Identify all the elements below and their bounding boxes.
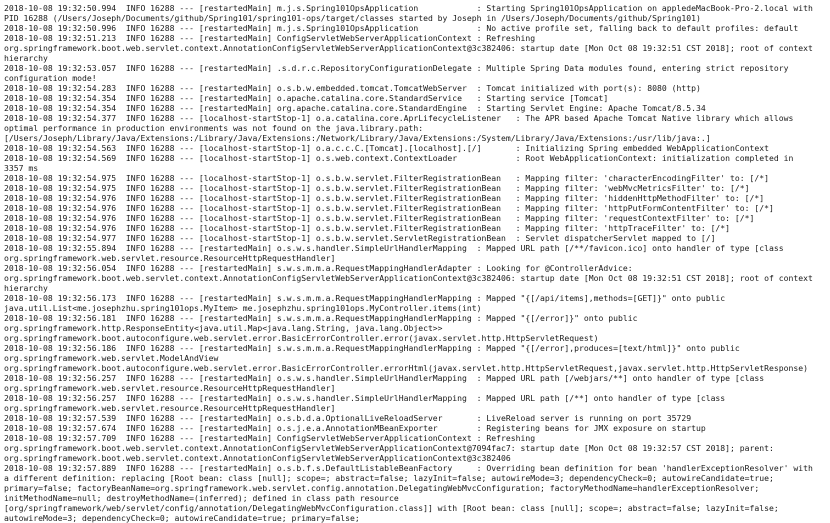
log-line: java.util.List<me.josephzhu.spring101ops.MyItem> me.josephzhu.spring101ops.MyController.items(int) (4, 303, 482, 313)
log-line: 2018-10-08 19:32:54.354 INFO 16288 --- [restartedMain] o.apache.catalina.core.StandardService : Starting service [Tomcat] (4, 93, 609, 103)
log-line: 2018-10-08 19:32:54.283 INFO 16288 --- [restartedMain] o.s.b.w.embedded.tomcat.TomcatWebServer : Tomcat initialized with port(s): 8080 (http) (4, 83, 701, 93)
log-line: primary=false; factoryBeanName=org.springframework.web.servlet.config.annotation.DelegatingWebMvcConfiguration; factoryMethodName=handlerExceptionResolver; (4, 483, 760, 493)
log-line: 2018-10-08 19:32:54.975 INFO 16288 --- [localhost-startStop-1] o.s.b.w.servlet.FilterRegistrationBean : Mapping filter: 'characterEncodingFilter' to: [/*] (4, 173, 770, 183)
log-line: 2018-10-08 19:32:54.975 INFO 16288 --- [localhost-startStop-1] o.s.b.w.servlet.FilterRegistrationBean : Mapping filter: 'webMvcMetricsFilter' to: [/*] (4, 183, 750, 193)
log-line: org.springframework.web.servlet.resource.ResourceHttpRequestHandler] (4, 403, 336, 413)
log-line: 2018-10-08 19:32:53.057 INFO 16288 --- [restartedMain] .s.d.r.c.RepositoryConfigurationDelegate : Multiple Spring Data modules found, entering strict repository (4, 63, 789, 73)
log-line: org.springframework.web.servlet.resource.ResourceHttpRequestHandler] (4, 253, 336, 263)
log-line: hierarchy (4, 283, 48, 293)
log-line: 2018-10-08 19:32:54.976 INFO 16288 --- [localhost-startStop-1] o.s.b.w.servlet.FilterRegistrationBean : Mapping filter: 'httpPutFormContentFilter' to: [/*] (4, 203, 774, 213)
log-line: 2018-10-08 19:32:54.977 INFO 16288 --- [localhost-startStop-1] o.s.b.w.servlet.ServletRegistrationBean : Servlet dispatcherServlet mapped to [/] (4, 233, 716, 243)
log-line: hierarchy (4, 53, 48, 63)
log-line: 3357 ms (4, 163, 39, 173)
log-line: 2018-10-08 19:32:56.186 INFO 16288 --- [restartedMain] s.w.s.m.m.a.RequestMappingHandlerMapping : Mapped "{[/error],produces=[text/html]}" onto public (4, 343, 740, 353)
log-line: 2018-10-08 19:32:57.889 INFO 16288 --- [restartedMain] o.s.b.f.s.DefaultListableBeanFactory : Overriding bean definition for bean 'handlerExceptionResolver' with (4, 463, 813, 473)
log-line: [org/springframework/web/servlet/config/annotation/DelegatingWebMvcConfiguration.class]] with [Root bean: class [null]; scope=; abstract=false; lazyInit=false; (4, 503, 779, 513)
log-line: org.springframework.web.servlet.resource.ResourceHttpRequestHandler] (4, 383, 336, 393)
log-line: 2018-10-08 19:32:54.563 INFO 16288 --- [localhost-startStop-1] o.a.c.c.C.[Tomcat].[localhost].[/] : Initializing Spring embedded WebApplicationContext (4, 143, 770, 153)
log-line: 2018-10-08 19:32:57.709 INFO 16288 --- [restartedMain] ConfigServletWebServerApplicationContext : Refreshing (4, 433, 536, 443)
log-line: 2018-10-08 19:32:57.674 INFO 16288 --- [restartedMain] o.s.j.e.a.AnnotationMBeanExporter : Registering beans for JMX exposure on startup (4, 423, 706, 433)
log-line: 2018-10-08 19:32:57.539 INFO 16288 --- [restartedMain] o.s.b.d.a.OptionalLiveReloadServer : LiveReload server is running on port 35729 (4, 413, 692, 423)
log-line: org.springframework.boot.web.servlet.context.AnnotationConfigServletWebServerApplicationContext@3c382406: startup date [Mon Oct 08 19:32:51 CST 2018]; root of context (4, 273, 813, 283)
log-line: [/Users/Joseph/Library/Java/Extensions:/Library/Java/Extensions:/Network/Library/Java/Extensions:/System/Library/Java/Extensions:/usr/lib/java:.] (4, 133, 711, 143)
log-line: 2018-10-08 19:32:56.257 INFO 16288 --- [restartedMain] o.s.w.s.handler.SimpleUrlHandlerMapping : Mapped URL path [/**] onto handler of type [class (4, 393, 726, 403)
log-line: 2018-10-08 19:32:54.569 INFO 16288 --- [localhost-startStop-1] o.s.web.context.ContextLoader : Root WebApplicationContext: initialization completed in (4, 153, 794, 163)
log-line: autowireMode=3; dependencyCheck=0; autowireCandidate=true; primary=false; (4, 513, 360, 523)
log-line: 2018-10-08 19:32:56.054 INFO 16288 --- [restartedMain] s.w.s.m.m.a.RequestMappingHandlerAdapter : Looking for @ControllerAdvice: (4, 263, 633, 273)
log-line: 2018-10-08 19:32:56.181 INFO 16288 --- [restartedMain] s.w.s.m.m.a.RequestMappingHandlerMapping : Mapped "{[/error]}" onto public (4, 313, 638, 323)
log-line: org.springframework.boot.web.servlet.context.AnnotationConfigServletWebServerApplicationContext@3c382406: startup date [Mon Oct 08 19:32:51 CST 2018]; root of context (4, 43, 813, 53)
log-line: configuration mode! (4, 73, 97, 83)
log-line: org.springframework.boot.web.servlet.context.AnnotationConfigServletWebServerApplicationContext@7094fac7: startup date [Mon Oct 08 19:32:57 CST 2018]; parent: (4, 443, 774, 453)
log-line: org.springframework.http.ResponseEntity<java.util.Map<java.lang.String, java.lang.Object>> (4, 323, 443, 333)
log-line: org.springframework.boot.autoconfigure.web.servlet.error.BasicErrorController.errorHtml(javax.servlet.http.HttpServletRequest,javax.servlet.http.HttpServletResponse) (4, 363, 809, 373)
log-line: 2018-10-08 19:32:54.976 INFO 16288 --- [localhost-startStop-1] o.s.b.w.servlet.FilterRegistrationBean : Mapping filter: 'httpTraceFilter' to: [/*] (4, 223, 731, 233)
log-line: 2018-10-08 19:32:54.976 INFO 16288 --- [localhost-startStop-1] o.s.b.w.servlet.FilterRegistrationBean : Mapping filter: 'requestContextFilter' to: [/*] (4, 213, 755, 223)
log-line: 2018-10-08 19:32:54.354 INFO 16288 --- [restartedMain] org.apache.catalina.core.StandardEngine : Starting Servlet Engine: Apache Tomcat/8.5.34 (4, 103, 706, 113)
log-line: 2018-10-08 19:32:50.996 INFO 16288 --- [restartedMain] m.j.s.Spring101OpsApplication : No active profile set, falling back to default profiles: default (4, 23, 799, 33)
log-line: 2018-10-08 19:32:50.994 INFO 16288 --- [restartedMain] m.j.s.Spring101OpsApplication : Starting Spring101OpsApplication on appledeMacBook-Pro-2.local with (4, 3, 813, 13)
log-line: initMethodName=null; destroyMethodName=(inferred); defined in class path resource (4, 493, 399, 503)
log-line: 2018-10-08 19:32:56.257 INFO 16288 --- [restartedMain] o.s.w.s.handler.SimpleUrlHandlerMapping : Mapped URL path [/webjars/**] onto handler of type [class (4, 373, 765, 383)
log-line: 2018-10-08 19:32:51.213 INFO 16288 --- [restartedMain] ConfigServletWebServerApplicationContext : Refreshing (4, 33, 536, 43)
log-line: PID 16288 (/Users/Joseph/Documents/github/Spring101/spring101-ops/target/classes started by Joseph in /Users/Joseph/Documents/github/Spring101) (4, 13, 701, 23)
log-line: optimal performance in production environments was not found on the java.library.path: (4, 123, 424, 133)
log-line: a different definition: replacing [Root bean: class [null]; scope=; abstract=false; lazyInit=false; autowireMode=3; dependencyCheck=0; autowireCandidate=true; (4, 473, 774, 483)
log-line: 2018-10-08 19:32:55.894 INFO 16288 --- [restartedMain] o.s.w.s.handler.SimpleUrlHandlerMapping : Mapped URL path [/**/favicon.ico] onto handler of type [class (4, 243, 784, 253)
log-line: org.springframework.web.servlet.ModelAndView (4, 353, 219, 363)
log-line: 2018-10-08 19:32:56.173 INFO 16288 --- [restartedMain] s.w.s.m.m.a.RequestMappingHandlerMapping : Mapped "{[/api/items],methods=[GET]}" onto public (4, 293, 726, 303)
log-line: 2018-10-08 19:32:54.976 INFO 16288 --- [localhost-startStop-1] o.s.b.w.servlet.FilterRegistrationBean : Mapping filter: 'hiddenHttpMethodFilter' to: [/*] (4, 193, 765, 203)
log-line: org.springframework.boot.web.servlet.context.AnnotationConfigServletWebServerApplicationContext@3c382406 (4, 453, 511, 463)
log-line: 2018-10-08 19:32:54.377 INFO 16288 --- [localhost-startStop-1] o.a.catalina.core.AprLifecycleListener : The APR based Apache Tomcat Native library which allows (4, 113, 794, 123)
log-line: org.springframework.boot.autoconfigure.web.servlet.error.BasicErrorController.error(javax.servlet.http.HttpServletRequest) (4, 333, 599, 343)
